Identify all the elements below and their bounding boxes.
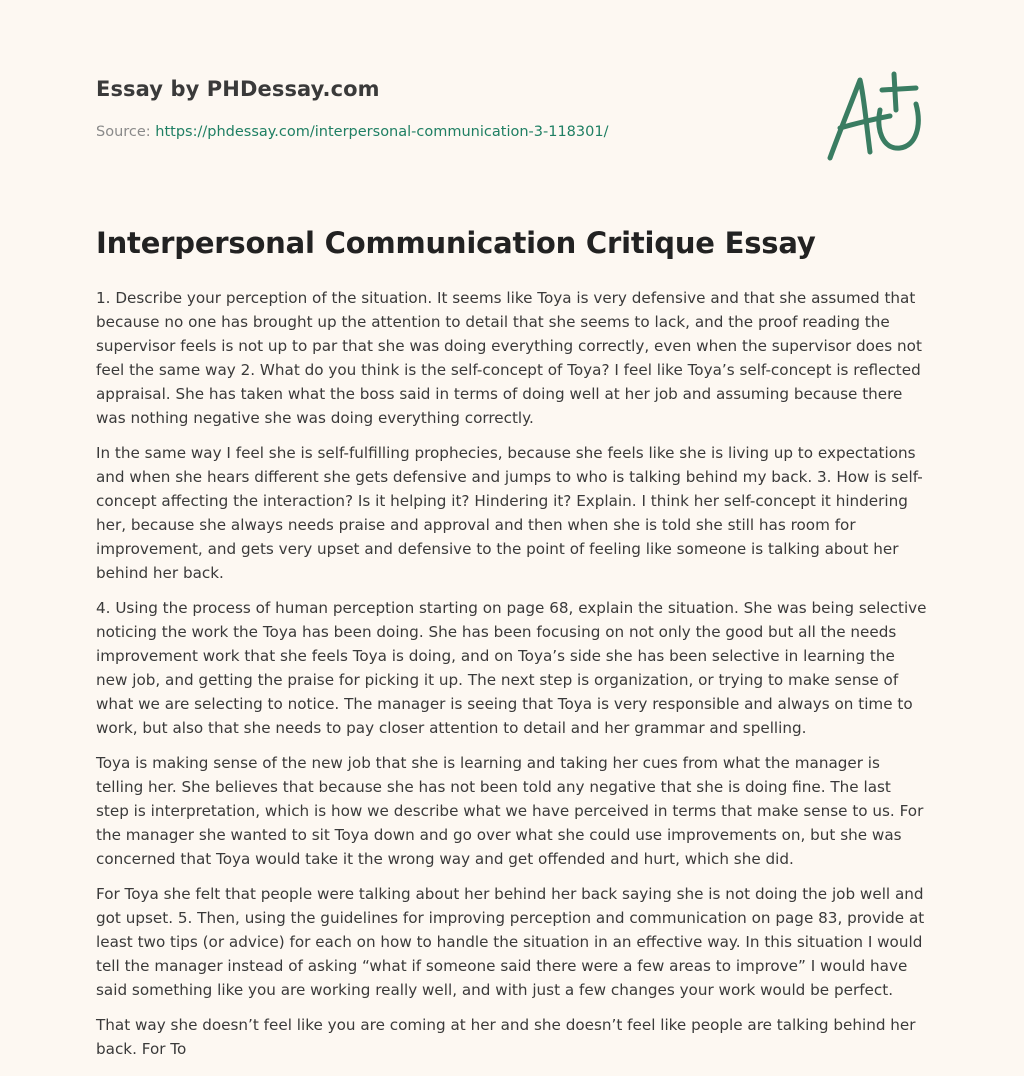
- a-plus-logo-icon: [820, 66, 930, 166]
- paragraph: For Toya she felt that people were talking about her behind her back saying she is not doing the job well and got upset. 5. Then, using the guidelines for improving perception and communication on page 83, provide at least two tips (or advice) for each on how to handle the situation in an effective way. In this situation I would tell the manager instead of asking “what if someone said there were a few areas to improve” I would have said something like you are working really well, and with just a few changes your work would be perfect.: [96, 885, 925, 999]
- paragraph: 4. Using the process of human perception starting on page 68, explain the situation. She was being selective noticing the work the Toya has been doing. She has been focusing on not only the good but all the needs improvement work that she feels Toya is doing, and on Toya’s side she has been selective in learning the new job, and getting the praise for picking it up. The next step is organization, or trying to make sense of what we are selecting to notice. The manager is seeing that Toya is very responsible and always on time to work, but also that she needs to pay closer attention to detail and her grammar and spelling.: [96, 599, 927, 737]
- source-link[interactable]: https://phdessay.com/interpersonal-communication-3-118301/: [155, 124, 609, 140]
- paragraph: 1. Describe your perception of the situation. It seems like Toya is very defensive and that she assumed that because no one has brought up the attention to detail that she seems to lack, and the proof reading the supervisor feels is not up to par that she was doing everything correctly, even when the supervisor does not feel the same way 2. What do you think is the self-concept of Toya? I feel like Toya’s self-concept is reflected appraisal. She has taken what the boss said in terms of doing well at her job and assuming because there was nothing negative she was doing everything correctly.: [96, 289, 922, 427]
- source-label: Source:: [96, 124, 151, 140]
- paragraph: In the same way I feel she is self-fulfilling prophecies, because she feels like she is living up to expectations and when she hears different she gets defensive and jumps to who is talking behind my back. 3. How is self-concept affecting the interaction? Is it helping it? Hindering it? Explain. I think her self-concept it hindering her, because she always needs praise and approval and then when she is told she still has room for improvement, and gets very upset and defensive to the point of feeling like someone is talking about her behind her back.: [96, 444, 923, 582]
- paragraph: That way she doesn’t feel like you are coming at her and she doesn’t feel like people are talking behind her back. For To: [96, 1016, 916, 1058]
- essay-body: [96, 286, 928, 1072]
- source-line: [96, 124, 608, 140]
- site-brand: Essay by PHDessay.com: [96, 77, 380, 101]
- essay-title: Interpersonal Communication Critique Essay: [96, 226, 816, 260]
- paragraph: Toya is making sense of the new job that she is learning and taking her cues from what the manager is telling her. She believes that because she has not been told any negative that she is doing fine. The last step is interpretation, which is how we describe what we have perceived in terms that make sense to us. For the manager she wanted to sit Toya down and go over what she could use improvements on, but she was concerned that Toya would take it the wrong way and get offended and hurt, which she did.: [96, 754, 924, 868]
